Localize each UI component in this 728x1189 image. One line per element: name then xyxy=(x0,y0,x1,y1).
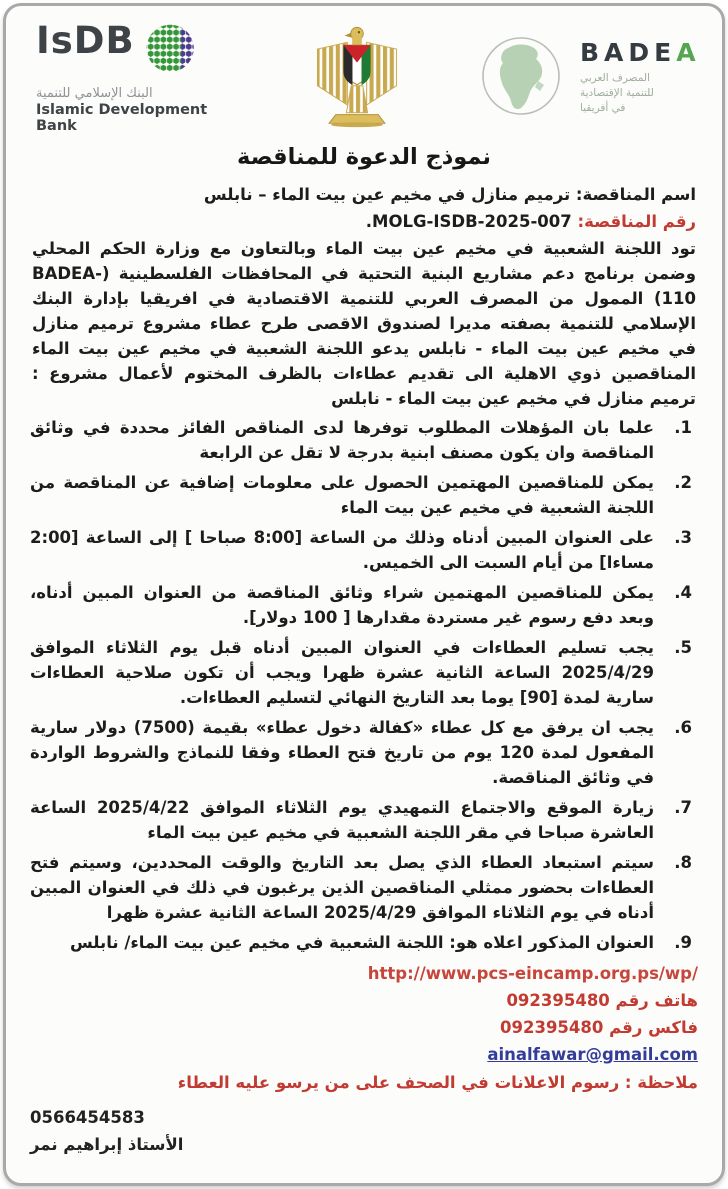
fax-label: فاكس رقم xyxy=(609,1018,698,1037)
list-item-3 xyxy=(30,525,696,575)
fax-line xyxy=(30,1014,698,1041)
item-number: 5. xyxy=(674,638,692,657)
tender-number-label: رقم المناقصة: xyxy=(577,212,696,231)
signature-block xyxy=(30,1104,698,1158)
list-item-6 xyxy=(30,715,696,790)
item-number: 6. xyxy=(674,718,692,737)
tender-conditions-list xyxy=(30,415,698,955)
tender-number-value: MOLG-ISDB-2025-007. xyxy=(365,212,572,231)
tender-name-line xyxy=(32,182,696,207)
contact-block xyxy=(30,960,698,1096)
logo-header xyxy=(30,19,701,134)
isdb-english-name: Islamic Development Bank xyxy=(36,102,208,134)
tender-name-label: اسم المناقصة: xyxy=(575,185,696,204)
tender-document xyxy=(3,3,725,1186)
item-text: علما بان المؤهلات المطلوب توفرها لدى المناقص الفائز محددة في وثائق المناقصة وان يكون مصنف ابنية بدرجة لا تقل عن الرابعة xyxy=(30,418,654,462)
list-item-9 xyxy=(30,930,696,955)
item-text: يجب تسليم العطاءات في العنوان المبين أدناه قبل يوم الثلاثاء الموافق 2025/4/29 الساعة الثانية عشرة ظهرا ويجب أن تكون صلاحية العطاءات سارية لمدة [90] يوما بعد التاريخ النهائي لتسليم العطاءات. xyxy=(30,638,654,707)
badea-arabic-name: المصرف العربي للتنمية الإقتصادية في أفريقيا xyxy=(580,71,654,115)
item-text: يمكن للمناقصين المهتمين الحصول على معلومات إضافية عن المناقصة من اللجنة الشعبية في مخيم عين بيت الماء xyxy=(30,473,654,517)
isdb-acronym: IsDB xyxy=(36,19,135,62)
item-text: على العنوان المبين أدناه وذلك من الساعة [8:00 صباحا ] إلى الساعة [2:00 مساءا] من أيام السبت الى الخميس. xyxy=(30,528,654,572)
item-number: 1. xyxy=(674,418,692,437)
phone-label: هاتف رقم xyxy=(615,991,698,1010)
item-text: العنوان المذكور اعلاه هو: اللجنة الشعبية في مخيم عين بيت الماء/ نابلس xyxy=(69,933,654,952)
item-number: 9. xyxy=(674,933,692,952)
item-text: سيتم استبعاد العطاء الذي يصل بعد التاريخ والوقت المحددين، وسيتم فتح العطاءات بحضور ممثلي المناقصين الذين يرغبون في ذلك في العنوان المبين أدناه في يوم الثلاثاء الموافق 2025/4/29 الساعة الثانية عشرة ظهرا xyxy=(30,853,654,922)
badea-wordmark: BADEA xyxy=(580,37,701,67)
item-number: 8. xyxy=(674,853,692,872)
signer-mobile: 0566454583 xyxy=(30,1108,145,1127)
list-item-8 xyxy=(30,850,696,925)
newspaper-fees-note: ملاحظة : رسوم الاعلانات في الصحف على من يرسو عليه العطاء xyxy=(177,1073,698,1092)
intro-paragraph: تود اللجنة الشعبية في مخيم عين بيت الماء وبالتعاون مع وزارة الحكم المحلي وضمن برنامج دعم مشاريع البنية التحتية في المحافظات الفلسطينية (BADEA-110) الممول من المصرف العربي للتنمية الاقتصادية في افريقيا بإدارة البنك الإسلامي للتنمية بصفته مديرا لصندوق الاقصى طرح عطاء مشروع ترميم منازل في مخيم عين بيت الماء - نابلس يدعو اللجنة الشعبية في مخيم عين بيت الماء المناقصين ذوي الاهلية الى تقديم عطاءات بالظرف المختوم لأعمال مشروع : ترميم منازل في مخيم عين بيت الماء - نابلس xyxy=(32,239,696,408)
isdb-arabic-name: البنك الإسلامي للتنمية xyxy=(36,86,153,101)
tender-name-value: ترميم منازل في مخيم عين بيت الماء – نابلس xyxy=(203,185,571,204)
fax-number: 092395480 xyxy=(500,1018,604,1037)
item-text: يجب ان يرفق مع كل عطاء «كفالة دخول عطاء» بقيمة (7500) دولار سارية المفعول لمدة 120 يوم من تاريخ فتح العطاء وفقا للنماذج والشروط الواردة في وثائق المناقصة. xyxy=(30,718,655,787)
website-link[interactable]: http://www.pcs-eincamp.org.ps/wp/ xyxy=(367,964,698,983)
item-text: زيارة الموقع والاجتماع التمهيدي يوم الثلاثاء الموافق 2025/4/22 الساعة العاشرة صباحا في مقر اللجنة الشعبية في مخيم عين بيت الماء xyxy=(30,798,654,842)
list-item-7 xyxy=(30,795,696,845)
list-item-2 xyxy=(30,470,696,520)
email-link[interactable]: ainalfawar@gmail.com xyxy=(487,1045,698,1064)
item-number: 4. xyxy=(674,583,692,602)
item-number: 3. xyxy=(674,528,692,547)
isdb-globe-icon xyxy=(141,22,203,84)
item-text: يمكن للمناقصين المهتمين شراء وثائق المناقصة من العنوان المبين أدناه، وبعد دفع رسوم غير مستردة مقدارها [ 100 دولار]. xyxy=(30,583,654,627)
logo-isdb xyxy=(36,19,236,134)
signer-name: الأستاذ إبراهيم نمر xyxy=(30,1135,184,1154)
item-number: 2. xyxy=(674,473,692,492)
badea-globe-icon xyxy=(478,33,564,123)
palestine-emblem-icon xyxy=(305,24,409,132)
logo-badea xyxy=(478,33,701,123)
phone-number: 092395480 xyxy=(506,991,610,1010)
list-item-1 xyxy=(30,415,696,465)
tender-number-line xyxy=(32,209,696,234)
item-number: 7. xyxy=(674,798,692,817)
page-title: نموذج الدعوة للمناقصة xyxy=(237,144,491,170)
list-item-5 xyxy=(30,635,696,710)
list-item-4 xyxy=(30,580,696,630)
phone-line xyxy=(30,987,698,1014)
